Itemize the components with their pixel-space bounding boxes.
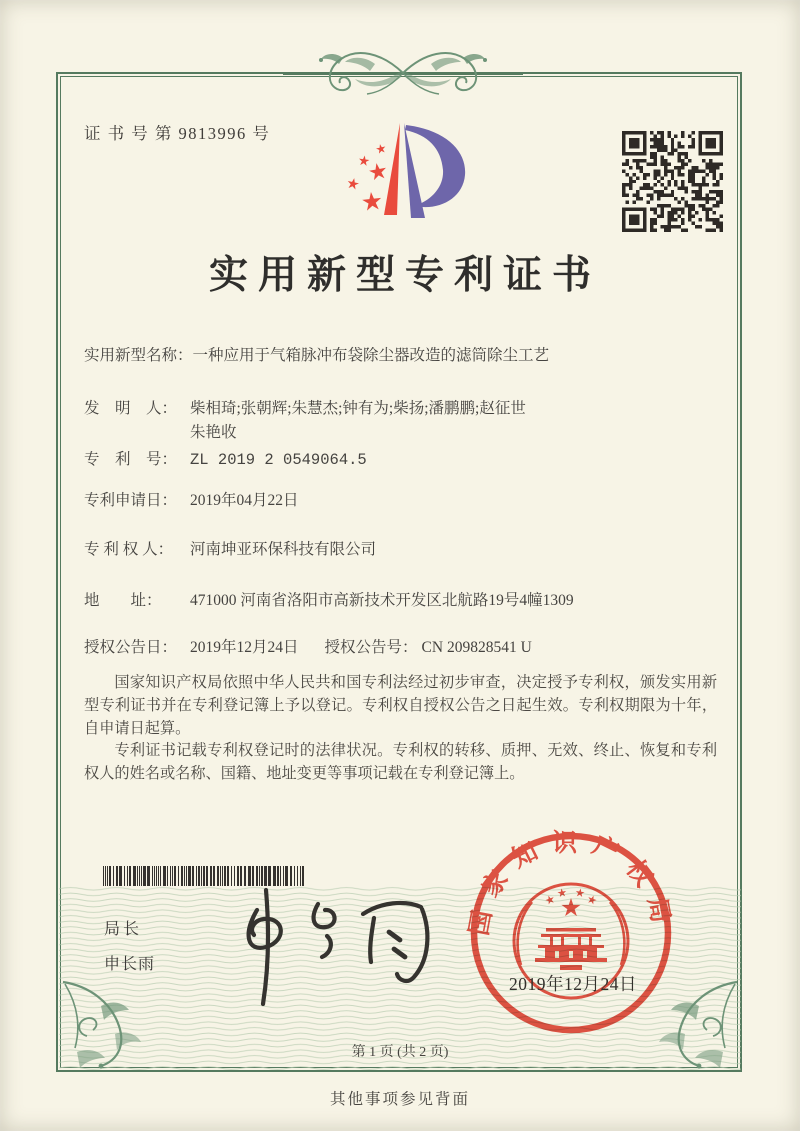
field-value: 2019年04月22日 bbox=[190, 492, 299, 509]
field-utility-model-name bbox=[84, 344, 724, 368]
field-grant-number bbox=[325, 636, 532, 660]
field-value: 一种应用于气箱脉冲布袋除尘器改造的滤筒除尘工艺 bbox=[192, 347, 550, 364]
back-side-note: 其他事项参见背面 bbox=[329, 1091, 470, 1108]
legal-text-block bbox=[84, 672, 717, 786]
field-grant-info bbox=[84, 636, 724, 660]
barcode-icon bbox=[102, 866, 307, 886]
field-value: 河南坤亚环保科技有限公司 bbox=[190, 541, 377, 558]
field-label: 地 址： bbox=[84, 592, 162, 609]
green-scroll-ornament-icon bbox=[283, 44, 523, 100]
field-value bbox=[190, 397, 526, 445]
legal-paragraph-2: 专利证书记载专利权登记时的法律状况。专利权的转移、质押、无效、终止、恢复和专利权人的姓名或名称、国籍、地址变更等事项记载在专利登记簿上。 bbox=[84, 742, 717, 783]
grant-date-value: 2019年12月24日 bbox=[190, 639, 299, 656]
field-value: 471000 河南省洛阳市高新技术开发区北航路19号4幢1309 bbox=[190, 592, 574, 609]
field-label: 专 利 权 人： bbox=[84, 541, 174, 558]
field-label: 实用新型名称： bbox=[84, 347, 193, 364]
director-handwritten-signature-icon bbox=[213, 884, 457, 1008]
seal-date: 2019年12月24日 bbox=[509, 974, 637, 994]
qr-code-icon bbox=[622, 131, 723, 232]
field-patentee bbox=[84, 538, 724, 562]
director-title-label: 局长 bbox=[104, 921, 143, 938]
cnipa-official-seal-icon bbox=[466, 828, 676, 1038]
inventors-line-2: 朱艳收 bbox=[190, 424, 237, 442]
field-inventors bbox=[84, 397, 724, 445]
director-name-label: 申长雨 bbox=[104, 956, 156, 973]
inventors-line-1: 柴相琦;张朝辉;朱慧杰;钟有为;柴扬;潘鹏鹏;赵征世 bbox=[190, 400, 526, 417]
field-address bbox=[84, 589, 724, 613]
field-filing-date bbox=[84, 489, 724, 513]
certificate-title: 实用新型专利证书 bbox=[208, 254, 601, 297]
field-label: 专利申请日： bbox=[84, 492, 178, 509]
field-label: 专 利 号： bbox=[84, 451, 178, 468]
field-label: 发 明 人： bbox=[84, 400, 178, 417]
grant-number-value: CN 209828541 U bbox=[421, 639, 532, 656]
certificate-number: 证 书 号 第 9813996 号 bbox=[84, 124, 271, 143]
field-patent-number bbox=[84, 448, 724, 472]
field-label: 授权公告号： bbox=[324, 639, 418, 656]
field-label: 授权公告日： bbox=[84, 639, 178, 656]
page-number: 第 1 页 (共 2 页) bbox=[351, 1045, 449, 1060]
field-value: ZL 2019 2 0549064.5 bbox=[190, 451, 367, 469]
logo-stars bbox=[346, 143, 387, 211]
seal-text: 国家知识产权局 bbox=[466, 829, 676, 938]
legal-paragraph-1: 国家知识产权局依照中华人民共和国专利法经过初步审查，决定授予专利权，颁发实用新型专利证书并在专利登记簿上予以登记。专利权自授权公告之日起生效。专利权期限为十年，自申请日起算。 bbox=[84, 674, 717, 737]
cnipa-patent-logo-icon bbox=[333, 108, 511, 238]
